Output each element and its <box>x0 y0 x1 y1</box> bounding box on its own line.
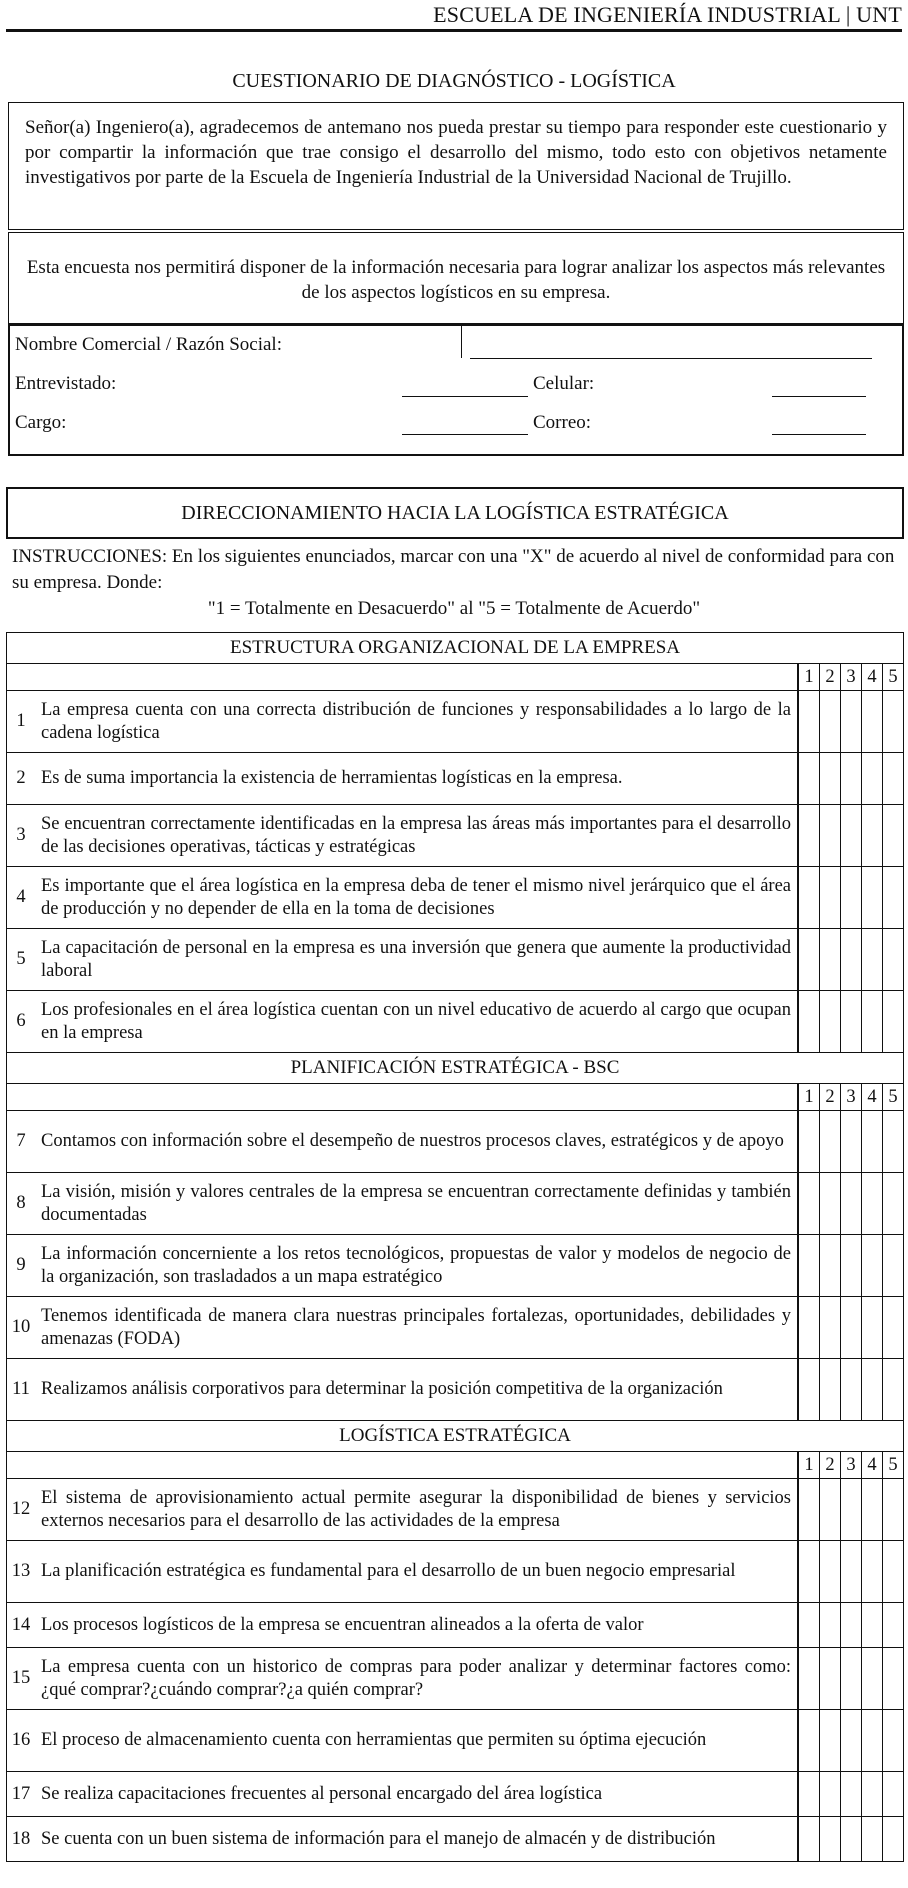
rating-cell-1[interactable] <box>798 1772 820 1817</box>
institution-header: ESCUELA DE INGENIERÍA INDUSTRIAL | UNT <box>433 2 902 27</box>
rating-cell-2[interactable] <box>820 1479 841 1541</box>
rating-cell-4[interactable] <box>862 1235 883 1297</box>
scale-label: 3 <box>841 1084 862 1111</box>
question-row <box>7 929 904 991</box>
instructions-scale: "1 = Totalmente en Desacuerdo" al "5 = Totalmente de Acuerdo" <box>207 598 701 619</box>
question-row <box>7 805 904 867</box>
rating-cell-2[interactable] <box>820 1772 841 1817</box>
question-number: 6 <box>7 991 36 1053</box>
scale-label: 5 <box>883 1084 904 1111</box>
question-row <box>7 1479 904 1541</box>
rating-cell-1[interactable] <box>798 1603 820 1648</box>
question-text: La planificación estratégica es fundamental para el desarrollo de un buen negocio empresarial <box>35 1541 798 1603</box>
scale-label: 4 <box>862 1452 883 1479</box>
scale-header-blank <box>7 664 799 691</box>
rating-cell-3[interactable] <box>841 867 862 929</box>
question-row <box>7 1173 904 1235</box>
rating-cell-1[interactable] <box>798 753 820 805</box>
rating-cell-1[interactable] <box>798 1297 820 1359</box>
question-number: 13 <box>7 1541 36 1603</box>
question-text: La visión, misión y valores centrales de la empresa se encuentran correctamente definidas y también documentadas <box>35 1173 798 1235</box>
email-field[interactable] <box>772 434 866 435</box>
rating-cell-5[interactable] <box>883 1648 904 1710</box>
rating-cell-5[interactable] <box>883 1772 904 1817</box>
question-number: 2 <box>7 753 36 805</box>
rating-cell-2[interactable] <box>820 1541 841 1603</box>
rating-cell-5[interactable] <box>883 1603 904 1648</box>
rating-cell-5[interactable] <box>883 753 904 805</box>
question-number: 17 <box>7 1772 36 1817</box>
question-row <box>7 1772 904 1817</box>
rating-cell-1[interactable] <box>798 991 820 1053</box>
question-text: Se encuentran correctamente identificadas en la empresa las áreas más importantes para el desarrollo de las decisiones operativas, tácticas y estratégicas <box>35 805 798 867</box>
rating-cell-5[interactable] <box>883 1297 904 1359</box>
section-title: DIRECCIONAMIENTO HACIA LA LOGÍSTICA ESTRATÉGICA <box>6 487 904 539</box>
rating-cell-5[interactable] <box>883 805 904 867</box>
question-number: 18 <box>7 1817 36 1862</box>
rating-cell-5[interactable] <box>883 991 904 1053</box>
scale-label: 1 <box>798 1084 820 1111</box>
scale-header-row <box>7 1084 904 1111</box>
question-row <box>7 1359 904 1421</box>
question-row <box>7 991 904 1053</box>
rating-cell-3[interactable] <box>841 1235 862 1297</box>
rating-cell-2[interactable] <box>820 1710 841 1772</box>
question-number: 11 <box>7 1359 36 1421</box>
scale-header-row <box>7 664 904 691</box>
question-number: 12 <box>7 1479 36 1541</box>
rating-cell-2[interactable] <box>820 1173 841 1235</box>
question-text: Los procesos logísticos de la empresa se encuentran alineados a la oferta de valor <box>35 1603 798 1648</box>
question-text: Realizamos análisis corporativos para determinar la posición competitiva de la organización <box>35 1359 798 1421</box>
company-field[interactable] <box>470 358 872 359</box>
rating-cell-1[interactable] <box>798 805 820 867</box>
scale-label: 1 <box>798 664 820 691</box>
rating-cell-3[interactable] <box>841 1111 862 1173</box>
rating-cell-2[interactable] <box>820 1648 841 1710</box>
rating-cell-2[interactable] <box>820 805 841 867</box>
question-row <box>7 1235 904 1297</box>
rating-cell-3[interactable] <box>841 1772 862 1817</box>
question-text: La información concerniente a los retos tecnológicos, propuestas de valor y modelos de negocio de la organización, son trasladados a un mapa estratégico <box>35 1235 798 1297</box>
rating-cell-4[interactable] <box>862 1772 883 1817</box>
rating-cell-2[interactable] <box>820 1111 841 1173</box>
question-text: Es importante que el área logística en la empresa deba de tener el mismo nivel jerárquico que el área de producción y no depender de ella en la toma de decisiones <box>35 867 798 929</box>
rating-cell-4[interactable] <box>862 1710 883 1772</box>
scale-label: 5 <box>883 1452 904 1479</box>
rating-cell-3[interactable] <box>841 929 862 991</box>
rating-cell-4[interactable] <box>862 1603 883 1648</box>
rating-cell-4[interactable] <box>862 1359 883 1421</box>
email-label: Correo: <box>533 412 592 433</box>
rating-cell-3[interactable] <box>841 691 862 753</box>
rating-cell-1[interactable] <box>798 1173 820 1235</box>
rating-cell-4[interactable] <box>862 867 883 929</box>
rating-cell-3[interactable] <box>841 1603 862 1648</box>
rating-cell-2[interactable] <box>820 691 841 753</box>
rating-cell-1[interactable] <box>798 867 820 929</box>
rating-cell-2[interactable] <box>820 867 841 929</box>
rating-cell-5[interactable] <box>883 1541 904 1603</box>
question-text: Se realiza capacitaciones frecuentes al personal encargado del área logística <box>35 1772 798 1817</box>
rating-cell-5[interactable] <box>883 1359 904 1421</box>
scale-label: 5 <box>883 664 904 691</box>
scale-label: 4 <box>862 664 883 691</box>
question-number: 1 <box>7 691 36 753</box>
question-text: La capacitación de personal en la empresa es una inversión que genera que aumente la productividad laboral <box>35 929 798 991</box>
rating-cell-4[interactable] <box>862 1173 883 1235</box>
question-text: El proceso de almacenamiento cuenta con herramientas que permiten su óptima ejecución <box>35 1710 798 1772</box>
scale-header-blank <box>7 1452 799 1479</box>
rating-cell-1[interactable] <box>798 929 820 991</box>
question-row <box>7 1817 904 1862</box>
question-number: 4 <box>7 867 36 929</box>
question-row <box>7 1710 904 1772</box>
rating-cell-2[interactable] <box>820 1359 841 1421</box>
rating-cell-3[interactable] <box>841 1173 862 1235</box>
question-row <box>7 1603 904 1648</box>
rating-cell-2[interactable] <box>820 929 841 991</box>
question-number: 8 <box>7 1173 36 1235</box>
question-number: 7 <box>7 1111 36 1173</box>
position-label: Cargo: <box>15 412 67 433</box>
section-header <box>7 1421 904 1452</box>
rating-cell-2[interactable] <box>820 991 841 1053</box>
scale-label: 2 <box>820 664 841 691</box>
rating-cell-3[interactable] <box>841 991 862 1053</box>
scale-label: 4 <box>862 1084 883 1111</box>
scale-label: 1 <box>798 1452 820 1479</box>
rating-cell-3[interactable] <box>841 805 862 867</box>
rating-cell-3[interactable] <box>841 753 862 805</box>
rating-cell-4[interactable] <box>862 1817 883 1862</box>
question-text: El sistema de aprovisionamiento actual permite asegurar la disponibilidad de bienes y servicios externos necesarios para el desarrollo de las actividades de la empresa <box>35 1479 798 1541</box>
rating-cell-1[interactable] <box>798 1235 820 1297</box>
rating-cell-4[interactable] <box>862 691 883 753</box>
company-divider <box>461 324 462 358</box>
rating-cell-2[interactable] <box>820 1297 841 1359</box>
interviewee-field[interactable] <box>402 396 528 397</box>
scale-label: 3 <box>841 1452 862 1479</box>
rating-cell-4[interactable] <box>862 1297 883 1359</box>
phone-label: Celular: <box>533 373 595 394</box>
rating-cell-5[interactable] <box>883 1235 904 1297</box>
scale-header-blank <box>7 1084 799 1111</box>
rating-cell-1[interactable] <box>798 1359 820 1421</box>
question-row <box>7 753 904 805</box>
rating-cell-1[interactable] <box>798 1710 820 1772</box>
rating-cell-3[interactable] <box>841 1479 862 1541</box>
intro-paragraph-1: Señor(a) Ingeniero(a), agradecemos de antemano nos pueda prestar su tiempo para responder este cuestionario y por compartir la información que trae consigo el desarrollo del mismo, todo esto con objetivos netamente investigativos por parte de la Escuela de Ingeniería Industrial de la Universidad Nacional de Trujillo. <box>8 102 904 230</box>
question-text: Contamos con información sobre el desempeño de nuestros procesos claves, estratégicos y de apoyo <box>35 1111 798 1173</box>
section-header <box>7 1053 904 1084</box>
section-header <box>7 633 904 664</box>
question-text: Es de suma importancia la existencia de herramientas logísticas en la empresa. <box>35 753 798 805</box>
rating-cell-3[interactable] <box>841 1817 862 1862</box>
question-text: La empresa cuenta con un historico de compras para poder analizar y determinar factores como: ¿qué comprar?¿cuándo comprar?¿a quién comprar? <box>35 1648 798 1710</box>
rating-cell-4[interactable] <box>862 753 883 805</box>
question-row <box>7 691 904 753</box>
rating-cell-2[interactable] <box>820 1817 841 1862</box>
question-number: 9 <box>7 1235 36 1297</box>
rating-cell-1[interactable] <box>798 1479 820 1541</box>
question-number: 14 <box>7 1603 36 1648</box>
question-text: Tenemos identificada de manera clara nuestras principales fortalezas, oportunidades, debilidades y amenazas (FODA) <box>35 1297 798 1359</box>
rating-cell-3[interactable] <box>841 1648 862 1710</box>
question-text: Se cuenta con un buen sistema de información para el manejo de almacén y de distribución <box>35 1817 798 1862</box>
rating-cell-5[interactable] <box>883 1479 904 1541</box>
company-label: Nombre Comercial / Razón Social: <box>15 334 282 355</box>
intro-paragraph-2: Esta encuesta nos permitirá disponer de la información necesaria para lograr analizar los aspectos más relevantes de los aspectos logísticos en su empresa. <box>8 232 904 324</box>
rating-cell-4[interactable] <box>862 1648 883 1710</box>
question-number: 3 <box>7 805 36 867</box>
rating-cell-3[interactable] <box>841 1710 862 1772</box>
question-row <box>7 867 904 929</box>
rating-cell-1[interactable] <box>798 1111 820 1173</box>
rating-cell-1[interactable] <box>798 1817 820 1862</box>
rating-cell-3[interactable] <box>841 1359 862 1421</box>
rating-cell-4[interactable] <box>862 1111 883 1173</box>
rating-cell-5[interactable] <box>883 867 904 929</box>
rating-cell-5[interactable] <box>883 1173 904 1235</box>
rating-cell-5[interactable] <box>883 1111 904 1173</box>
question-text: Los profesionales en el área logística cuentan con un nivel educativo de acuerdo al cargo que ocupan en la empresa <box>35 991 798 1053</box>
rating-cell-4[interactable] <box>862 1479 883 1541</box>
section-header-title: LOGÍSTICA ESTRATÉGICA <box>7 1421 904 1452</box>
rating-cell-3[interactable] <box>841 1297 862 1359</box>
question-row <box>7 1111 904 1173</box>
rating-cell-4[interactable] <box>862 991 883 1053</box>
rating-cell-4[interactable] <box>862 1541 883 1603</box>
identification-box <box>8 324 904 456</box>
rating-cell-5[interactable] <box>883 929 904 991</box>
question-number: 5 <box>7 929 36 991</box>
rating-cell-1[interactable] <box>798 691 820 753</box>
rating-cell-1[interactable] <box>798 1648 820 1710</box>
question-number: 10 <box>7 1297 36 1359</box>
scale-label: 2 <box>820 1084 841 1111</box>
question-row <box>7 1648 904 1710</box>
rating-cell-1[interactable] <box>798 1541 820 1603</box>
rating-cell-5[interactable] <box>883 1817 904 1862</box>
header-rule <box>6 29 902 32</box>
questions-table <box>6 632 904 1862</box>
section-header-title: PLANIFICACIÓN ESTRATÉGICA - BSC <box>7 1053 904 1084</box>
question-number: 16 <box>7 1710 36 1772</box>
question-row <box>7 1297 904 1359</box>
scale-label: 3 <box>841 664 862 691</box>
question-text: La empresa cuenta con una correcta distribución de funciones y responsabilidades a lo largo de la cadena logística <box>35 691 798 753</box>
rating-cell-2[interactable] <box>820 1603 841 1648</box>
phone-field[interactable] <box>772 396 866 397</box>
instructions-text: INSTRUCCIONES: En los siguientes enunciados, marcar con una "X" de acuerdo al nivel de conformidad para con su empresa. Donde: <box>12 546 895 593</box>
rating-cell-4[interactable] <box>862 805 883 867</box>
rating-cell-2[interactable] <box>820 1235 841 1297</box>
scale-label: 2 <box>820 1452 841 1479</box>
rating-cell-2[interactable] <box>820 753 841 805</box>
interviewee-label: Entrevistado: <box>15 373 117 394</box>
document-title: CUESTIONARIO DE DIAGNÓSTICO - LOGÍSTICA <box>232 70 676 92</box>
section-header-title: ESTRUCTURA ORGANIZACIONAL DE LA EMPRESA <box>7 633 904 664</box>
rating-cell-5[interactable] <box>883 691 904 753</box>
rating-cell-4[interactable] <box>862 929 883 991</box>
question-number: 15 <box>7 1648 36 1710</box>
scale-header-row <box>7 1452 904 1479</box>
rating-cell-3[interactable] <box>841 1541 862 1603</box>
rating-cell-5[interactable] <box>883 1710 904 1772</box>
question-row <box>7 1541 904 1603</box>
position-field[interactable] <box>402 434 528 435</box>
